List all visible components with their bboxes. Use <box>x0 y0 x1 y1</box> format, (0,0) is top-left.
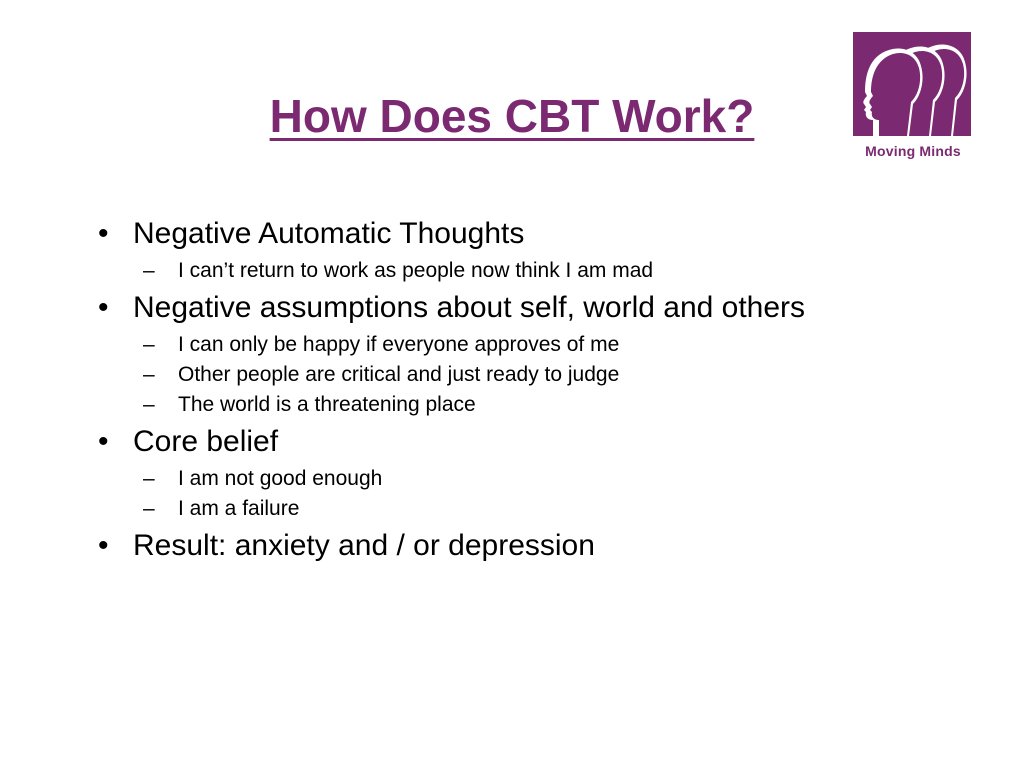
bullet-item <box>98 212 998 286</box>
sub-bullet-text: Other people are critical and just ready to judge <box>178 363 620 386</box>
sub-bullet-text: I can only be happy if everyone approves of me <box>178 333 620 356</box>
dash-icon: – <box>143 393 155 416</box>
bullet-text: Negative Automatic Thoughts <box>133 217 525 250</box>
bullet-line <box>98 420 998 464</box>
dash-icon: – <box>143 259 155 282</box>
sub-bullet-line <box>98 464 998 494</box>
bullet-line <box>98 524 998 568</box>
sub-bullet-line <box>98 330 998 360</box>
dash-icon: – <box>143 467 155 490</box>
bullet-dot-icon: • <box>98 291 109 324</box>
dash-icon: – <box>143 333 155 356</box>
slide-title-text: How Does CBT Work? <box>269 90 755 142</box>
logo-wordmark: Moving Minds <box>865 143 961 159</box>
dash-icon: – <box>143 363 155 386</box>
bullet-item <box>98 286 998 420</box>
three-profile-heads-icon <box>853 32 971 136</box>
sub-bullet-text: I am a failure <box>178 497 300 520</box>
bullet-line <box>98 286 998 330</box>
bullet-dot-icon: • <box>98 529 109 562</box>
bullet-text: Core belief <box>133 425 279 458</box>
bullet-text: Result: anxiety and / or depression <box>133 529 595 562</box>
bullet-item <box>98 420 998 524</box>
sub-bullet-text: The world is a threatening place <box>178 393 476 416</box>
bullet-text: Negative assumptions about self, world and others <box>133 291 806 324</box>
bullet-list <box>98 212 998 568</box>
sub-bullet-line <box>98 390 998 420</box>
sub-bullet-line <box>98 494 998 524</box>
sub-bullet-line <box>98 256 998 286</box>
sub-bullet-text: I can’t return to work as people now think I am mad <box>178 259 654 282</box>
sub-bullet-line <box>98 360 998 390</box>
bullet-item <box>98 524 998 568</box>
bullet-dot-icon: • <box>98 425 109 458</box>
moving-minds-logo <box>848 28 978 168</box>
dash-icon: – <box>143 497 155 520</box>
sub-bullet-text: I am not good enough <box>178 467 383 490</box>
bullet-line <box>98 212 998 256</box>
bullet-dot-icon: • <box>98 217 109 250</box>
